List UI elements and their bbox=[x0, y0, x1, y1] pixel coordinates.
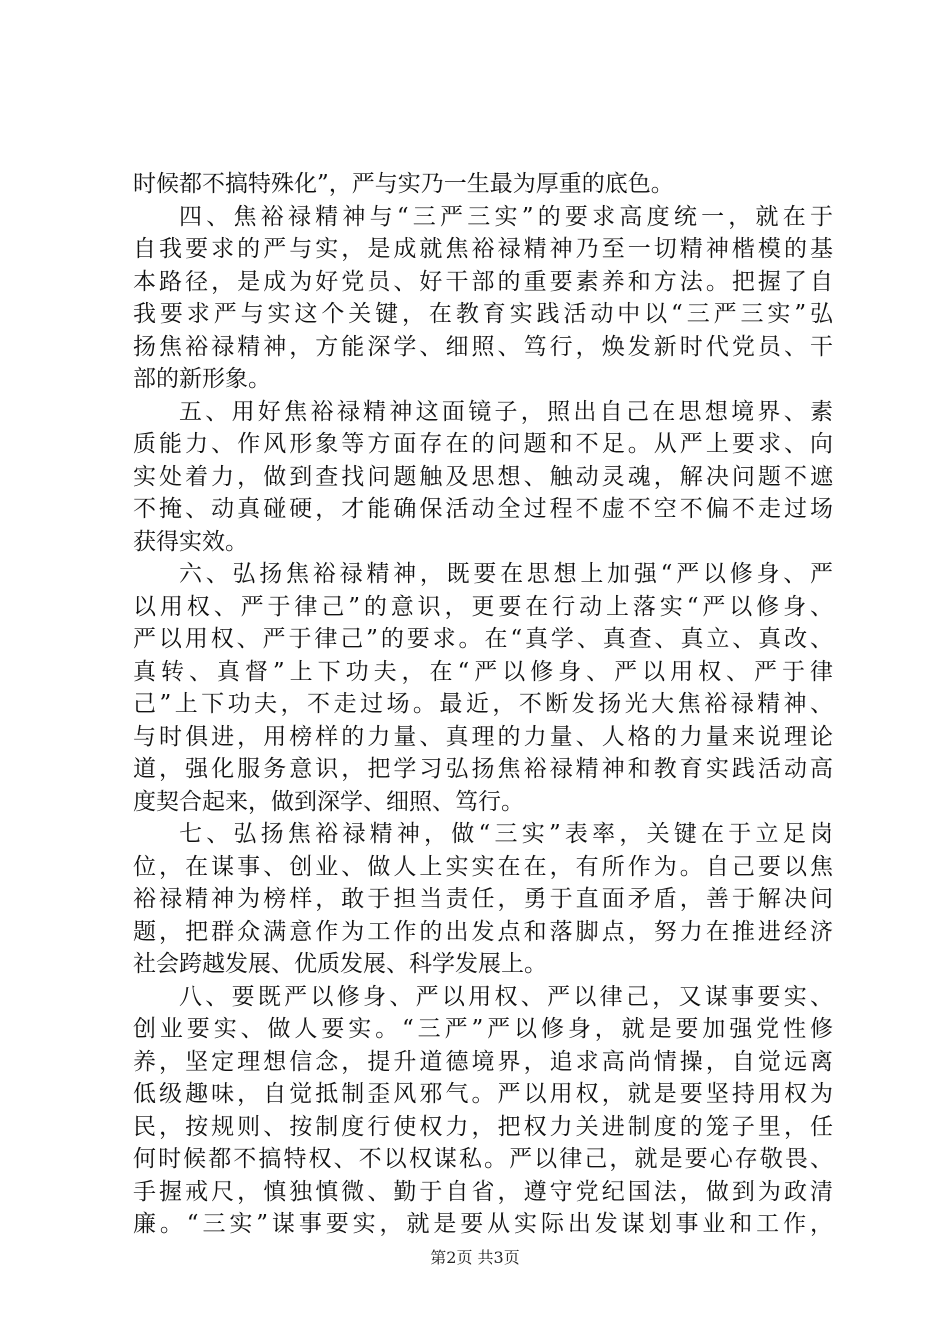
text-line: 七、弘扬焦裕禄精神，做“三实”表率，关键在于立足岗 bbox=[179, 821, 833, 847]
text-line: 四、焦裕禄精神与“三严三实”的要求高度统一，就在于 bbox=[179, 203, 833, 230]
text-line: 八、要既严以修身、严以用权、严以律己，又谋事要实、 bbox=[179, 983, 833, 1010]
text-line: 手握戒尺，慎独慎微、勤于自省，遵守党纪国法，做到为政清 bbox=[133, 1178, 833, 1205]
text-line: 本路径，是成为好党员、好干部的重要素养和方法。把握了自 bbox=[133, 268, 833, 295]
text-line: 六、弘扬焦裕禄精神，既要在思想上加强“严以修身、严 bbox=[179, 561, 833, 587]
text-line: 道，强化服务意识，把学习弘扬焦裕禄精神和教育实践活动高 bbox=[133, 756, 833, 782]
text-line: 严以用权、严于律己”的要求。在“真学、真查、真立、真改、 bbox=[133, 626, 833, 652]
text-line: 自我要求的严与实，是成就焦裕禄精神乃至一切精神楷模的基 bbox=[133, 236, 833, 262]
text-line: 五、用好焦裕禄精神这面镜子，照出自己在思想境界、素 bbox=[179, 398, 833, 425]
text-line: 廉。“三实”谋事要实，就是要从实际出发谋划事业和工作， bbox=[133, 1211, 833, 1237]
text-line: 真转、真督”上下功夫，在“严以修身、严以用权、严于律 bbox=[133, 658, 833, 685]
text-line: 部的新形象。 bbox=[133, 366, 271, 392]
body-text bbox=[133, 168, 833, 1241]
page-footer: 第2页 共3页 bbox=[430, 1248, 520, 1267]
text-line: 位，在谋事、创业、做人上实实在在，有所作为。自己要以焦 bbox=[133, 853, 833, 880]
text-line: 度契合起来，做到深学、细照、笃行。 bbox=[133, 788, 524, 815]
text-line: 不掩、动真碰硬，才能确保活动全过程不虚不空不偏不走过场 bbox=[133, 496, 833, 522]
text-line: 质能力、作风形象等方面存在的问题和不足。从严上要求、向 bbox=[133, 431, 833, 457]
text-line: 养，坚定理想信念，提升道德境界，追求高尚情操，自觉远离 bbox=[133, 1048, 833, 1075]
text-line: 实处着力，做到查找问题触及思想、触动灵魂，解决问题不遮 bbox=[133, 463, 833, 490]
text-line: 获得实效。 bbox=[133, 528, 248, 555]
text-line: 我要求严与实这个关键，在教育实践活动中以“三严三实”弘 bbox=[133, 301, 833, 327]
text-line: 己”上下功夫，不走过场。最近，不断发扬光大焦裕禄精神、 bbox=[133, 691, 833, 717]
text-line: 裕禄精神为榜样，敢于担当责任，勇于直面矛盾，善于解决问 bbox=[133, 886, 833, 912]
text-line: 题，把群众满意作为工作的出发点和落脚点，努力在推进经济 bbox=[133, 918, 833, 945]
text-line: 扬焦裕禄精神，方能深学、细照、笃行，焕发新时代党员、干 bbox=[133, 333, 833, 360]
text-line: 与时俱进，用榜样的力量、真理的力量、人格的力量来说理论 bbox=[133, 723, 833, 750]
text-line: 民，按规则、按制度行使权力，把权力关进制度的笼子里，任 bbox=[133, 1113, 833, 1140]
text-line: 以用权、严于律己”的意识，更要在行动上落实“严以修身、 bbox=[133, 593, 833, 620]
text-line: 何时候都不搞特权、不以权谋私。严以律己，就是要心存敬畏、 bbox=[133, 1146, 833, 1172]
text-line: 社会跨越发展、优质发展、科学发展上。 bbox=[133, 951, 547, 977]
text-line: 创业要实、做人要实。“三严”严以修身，就是要加强党性修 bbox=[133, 1016, 833, 1042]
text-line: 低级趣味，自觉抵制歪风邪气。严以用权，就是要坚持用权为 bbox=[133, 1081, 833, 1107]
text-line: 时候都不搞特殊化”，严与实乃一生最为厚重的底色。 bbox=[133, 171, 674, 197]
